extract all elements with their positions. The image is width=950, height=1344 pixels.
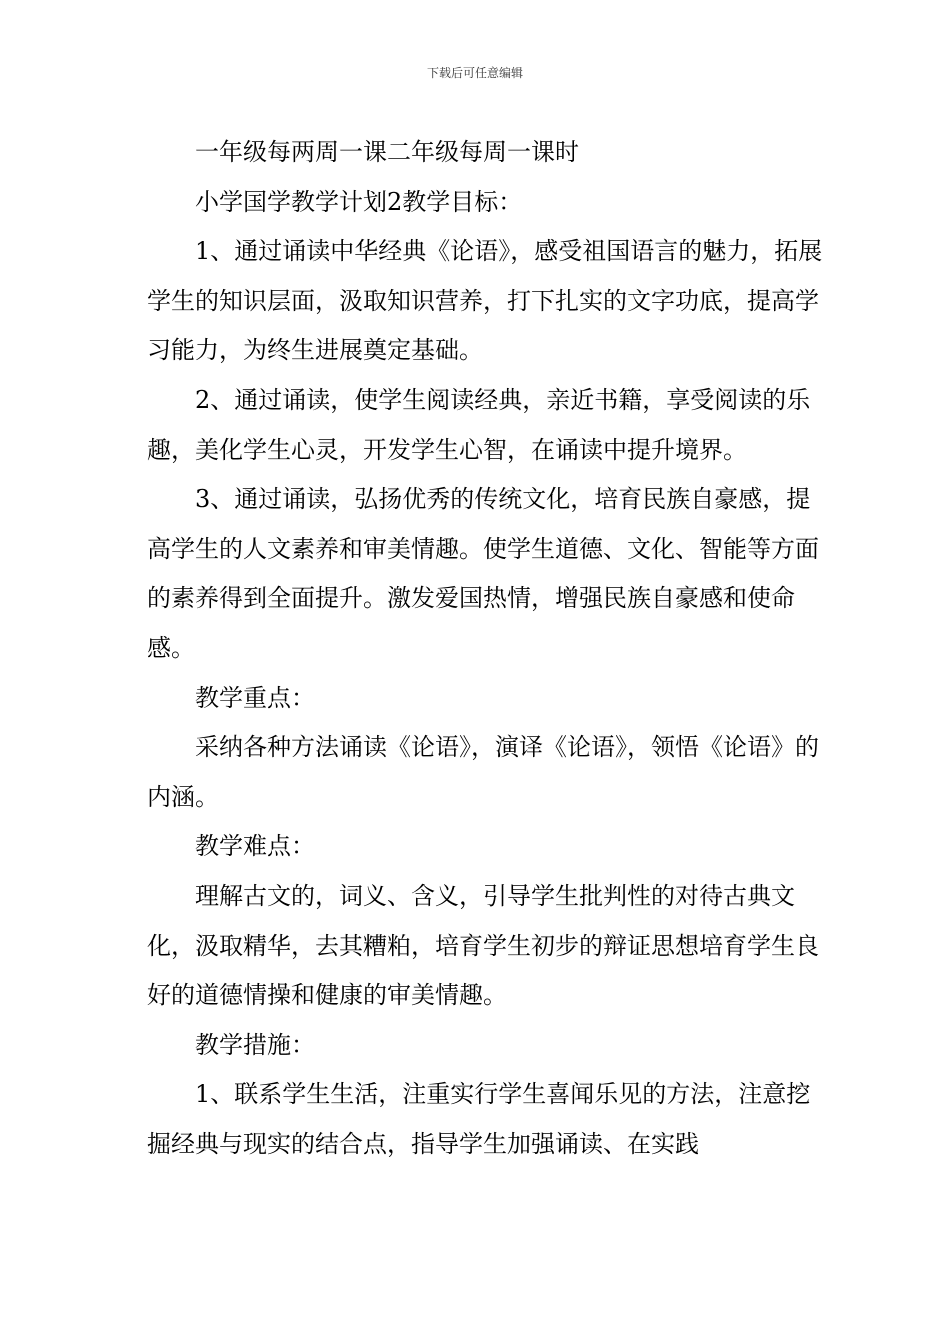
paragraph-class-schedule: 一年级每两周一课二年级每周一课时 (195, 138, 579, 166)
paragraph-objective-1: 1、通过诵读中华经典《论语》，感受祖国语言的魅力，拓展学生的知识层面，汲取知识营养，打下扎实的文字功底，提高学习能力，为终生进展奠定基础。 (147, 237, 823, 365)
paragraph-objective-2: 2、通过诵读，使学生阅读经典，亲近书籍，享受阅读的乐趣，美化学生心灵，开发学生心智，在诵读中提升境界。 (147, 385, 811, 464)
page-header: 下载后可任意编辑 (426, 66, 523, 80)
paragraph-measures-heading: 教学措施： (195, 1030, 315, 1059)
paragraph-objectives-heading: 小学国学教学计划2教学目标： (195, 187, 523, 216)
paragraph-key-points-heading: 教学重点： (195, 683, 315, 712)
paragraph-key-points: 采纳各种方法诵读《论语》，演译《论语》，领悟《论语》的内涵。 (147, 733, 819, 811)
document-body (147, 128, 827, 1169)
paragraph-measure-1: 1、联系学生生活，注重实行学生喜闻乐见的方法，注意挖掘经典与现实的结合点，指导学生加强诵读、在实践 (147, 1080, 811, 1158)
paragraph-difficulties: 理解古文的，词义、含义，引导学生批判性的对待古典文化，汲取精华，去其糟粕，培育学生初步的辩证思想培育学生良好的道德情操和健康的审美情趣。 (147, 881, 819, 1010)
paragraph-objective-3: 3、通过诵读，弘扬优秀的传统文化，培育民族自豪感，提高学生的人文素养和审美情趣。使学生道德、文化、智能等方面的素养得到全面提升。激发爱国热情，增强民族自豪感和使命感。 (147, 485, 819, 662)
paragraph-difficulties-heading: 教学难点： (195, 832, 315, 861)
